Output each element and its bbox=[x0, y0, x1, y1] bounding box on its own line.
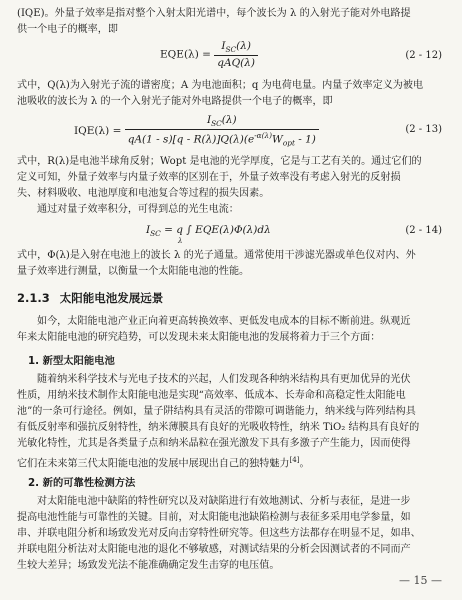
text-line: 提高电池性能与可靠性的关键。目前，对太阳能电池缺陷检测与表征多采用电学参量，如 bbox=[17, 512, 411, 523]
equation-lhs: IQE(λ) = bbox=[74, 124, 122, 137]
equation-subscript: opt bbox=[282, 138, 295, 148]
equation-2-13 bbox=[0, 114, 462, 150]
text-line bbox=[17, 452, 443, 472]
page-number: — 15 — bbox=[399, 574, 442, 587]
paragraph-4 bbox=[17, 248, 443, 280]
equation-number: (2 - 13) bbox=[405, 124, 442, 135]
text-line: 年来太阳能电池的研究趋势，可以发现未来太阳能电池的发展将着力于三个方面： bbox=[17, 332, 381, 343]
subsection-heading-1: 1. 新型太阳能电池 bbox=[28, 355, 115, 367]
equation-rhs: = q ∫ EQE(λ)Φ(λ)dλ bbox=[160, 224, 271, 236]
text-line: 式中，Q(λ)为入射光子流的谱密度；A 为电池面积；q 为电荷电量。内量子效率定义为被电 bbox=[17, 80, 424, 91]
paragraph-7 bbox=[17, 494, 443, 574]
text-line: 式中，R(λ)是电池半球角反射；Wopt 是电池的光学厚度，它是与工艺有关的。通过它们的 bbox=[17, 156, 422, 167]
paragraph-6 bbox=[17, 372, 443, 472]
text-line: 对太阳能电池中缺陷的特性研究以及对缺陷进行有效地测试、分析与表征，是进一步 bbox=[37, 496, 411, 507]
equation-lhs: I bbox=[146, 224, 151, 236]
text-line: 式中，Φ(λ)是入射在电池上的波长 λ 的光子通量。通常使用干涉滤光器或单色仪对内、外 bbox=[17, 250, 416, 261]
text-line: 随着纳米科学技术与光电子技术的兴起，人们发现各种纳米结构具有更加优异的光伏 bbox=[37, 374, 411, 385]
paragraph-3 bbox=[17, 154, 443, 218]
equation-argument: (λ) bbox=[236, 40, 251, 52]
text-line: 量子效率进行测量，以衡量一个太阳能电池的性能。 bbox=[17, 266, 250, 277]
section-title: 太阳能电池发展远景 bbox=[59, 291, 164, 305]
section-heading bbox=[17, 290, 163, 306]
text-line: 如今，太阳能电池产业正向着更高转换效率、更低发电成本的目标不断前进。纵观近 bbox=[37, 316, 411, 327]
text-line: 池”的一条可行途径。例如，量子阱结构具有灵活的带隙可调谐能力，纳米线与阵列结构具 bbox=[17, 406, 416, 417]
equation-2-14 bbox=[0, 224, 462, 246]
equation-numerator: I bbox=[206, 114, 212, 126]
subsection-heading-2: 2. 新的可靠性检测方法 bbox=[28, 477, 136, 489]
text-line: 通过对量子效率积分，可得到总的光生电流： bbox=[37, 204, 239, 215]
text-line: 并联电阻分析法对太阳能电池的退化不够敏感，对测试结果的分析会因测试者的不同而产 bbox=[17, 544, 411, 555]
text-line: 性质，用纳米技术制作太阳能电池是实现“高效率、低成本、长寿命和高稳定性太阳能电 bbox=[17, 390, 406, 401]
equation-subscript: SC bbox=[150, 229, 161, 239]
equation-number: (2 - 14) bbox=[405, 225, 442, 236]
text-line: (IQE)。外量子效率是指对整个入射太阳光谱中，每个波长为 λ 的入射光子能对外电路提 bbox=[17, 8, 411, 19]
equation-subscript: SC bbox=[225, 45, 237, 55]
equation-fraction bbox=[214, 40, 258, 69]
equation-lhs: EQE(λ) = bbox=[160, 48, 211, 61]
paragraph-5 bbox=[17, 314, 443, 346]
equation-denominator: - 1) bbox=[294, 133, 316, 146]
text-line: 生较大差异；场致发光法不能准确确定发生击穿的电压值。 bbox=[17, 560, 280, 571]
text-line: 供一个电子的概率，即 bbox=[17, 24, 118, 35]
equation-numerator: I bbox=[221, 40, 226, 52]
equation-superscript: -α(λ) bbox=[254, 131, 273, 141]
equation-subscript: SC bbox=[211, 119, 222, 129]
equation-2-12 bbox=[0, 40, 462, 76]
text-line: 池吸收的波长为 λ 的一个入射光子能对外电路提供一个电子的概率，即 bbox=[17, 96, 333, 107]
equation-number: (2 - 12) bbox=[405, 50, 442, 61]
text-line: 失、材料吸收、电池厚度和电池复合等过程的损失因素。 bbox=[17, 188, 270, 199]
section-number: 2.1.3 bbox=[17, 291, 50, 305]
equation-argument: (λ) bbox=[221, 114, 237, 126]
text-line: 定义可知，外量子效率与内量子效率的区别在于，外量子效率没有考虑入射光的反射损 bbox=[17, 172, 401, 183]
text-line: 光敏化特性，尤其是各类量子点和纳米晶粒在强光激发下具有多激子产生能力，因而使得 bbox=[17, 438, 411, 449]
integral-lower-limit: λ bbox=[178, 237, 183, 245]
equation-fraction bbox=[125, 114, 319, 148]
paragraph-2 bbox=[17, 78, 443, 110]
equation-denominator: qA(1 - s)[q - R(λ)]Q(λ)(e bbox=[127, 133, 255, 146]
text-line: 有低反射率和强抗反射特性，纳米薄膜具有良好的光吸收特性，纳米 TiO₂ 结构具有良好的 bbox=[17, 422, 420, 433]
citation: [4] bbox=[289, 455, 300, 464]
text-fragment: 。 bbox=[299, 458, 310, 470]
text-fragment: 它们在未来第三代太阳能电池的发展中展现出自己的独特魅力 bbox=[17, 458, 290, 470]
paragraph-intro bbox=[17, 6, 443, 38]
text-line: 串、并联电阻分析和场致发光对反向击穿特性研究等。但这些方法都存在明显不足，如串、 bbox=[17, 528, 421, 539]
equation-denominator: qAQ(λ) bbox=[217, 57, 256, 70]
equation-denominator: W bbox=[272, 133, 283, 146]
